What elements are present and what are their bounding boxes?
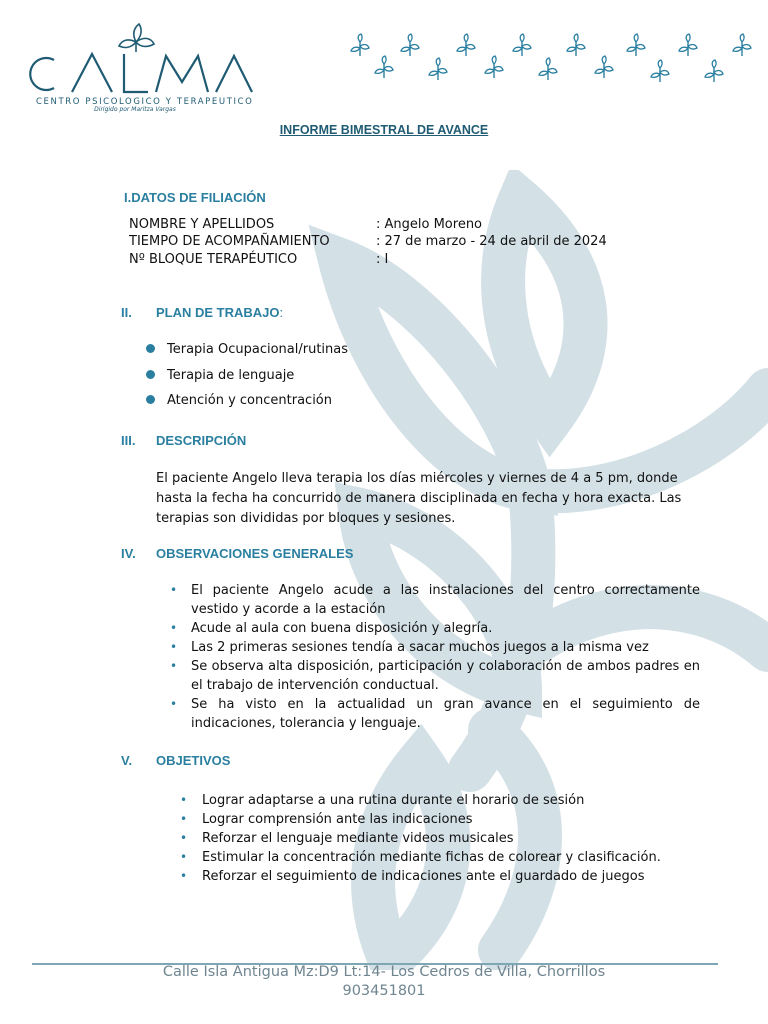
bullet-icon bbox=[146, 344, 155, 353]
list-item: • Las 2 primeras sesiones tendía a sacar muchos juegos a la misma vez bbox=[170, 638, 700, 657]
description-paragraph: El paciente Angelo lleva terapia los días miércoles y viernes de 4 a 5 pm, donde hasta la fecha ha concurrido de manera disciplinada en fecha y hora exacta. Las terapias son divididas por bloques y sesiones. bbox=[156, 471, 682, 526]
section-number-iv: IV. bbox=[121, 546, 136, 561]
section-number-ii: II. bbox=[121, 305, 132, 320]
list-item: • Reforzar el lenguaje mediante videos musicales bbox=[180, 829, 720, 848]
field-label-tiempo: TIEMPO DE ACOMPAÑAMIENTO bbox=[129, 234, 330, 249]
plan-item bbox=[146, 368, 294, 383]
logo-subtitle: CENTRO PSICOLOGICO Y TERAPEUTICO bbox=[36, 97, 254, 107]
section-number-v: V. bbox=[121, 753, 133, 768]
field-label-nombre: NOMBRE Y APELLIDOS bbox=[129, 217, 275, 232]
logo-wordmark bbox=[20, 48, 255, 100]
section-plan-heading bbox=[156, 305, 283, 320]
list-item: • El paciente Angelo acude a las instalaciones del centro correctamente vestido y acorde a la estación bbox=[170, 581, 700, 619]
section-plan-heading-text: PLAN DE TRABAJO bbox=[156, 305, 280, 320]
plan-item bbox=[146, 342, 348, 357]
plan-item-text: Terapia de lenguaje bbox=[167, 368, 295, 383]
section-descripcion-heading: DESCRIPCIÓN bbox=[156, 433, 247, 448]
report-title: INFORME BIMESTRAL DE AVANCE bbox=[279, 123, 489, 137]
section-objetivos-heading: OBJETIVOS bbox=[156, 753, 231, 768]
section-number-iii: III. bbox=[121, 433, 136, 448]
section-observaciones-heading: OBSERVACIONES GENERALES bbox=[156, 546, 354, 561]
observations-list bbox=[170, 581, 700, 733]
bullet-icon bbox=[146, 370, 155, 379]
plan-item-text: Atención y concentración bbox=[167, 393, 332, 408]
list-item: • Lograr adaptarse a una rutina durante el horario de sesión bbox=[180, 791, 720, 810]
plan-item bbox=[146, 393, 332, 408]
list-item: • Acude al aula con buena disposición y alegría. bbox=[170, 619, 700, 638]
list-item: • Reforzar el seguimiento de indicaciones ante el guardado de juegos bbox=[180, 867, 720, 886]
field-label-bloque: Nº BLOQUE TERAPÉUTICO bbox=[129, 252, 298, 267]
field-value-nombre: : Angelo Moreno bbox=[376, 217, 483, 232]
list-item: • Se observa alta disposición, participación y colaboración de ambos padres en el trabajo de intervención conductual. bbox=[170, 657, 700, 695]
leaf-sprigs-icon bbox=[344, 28, 764, 98]
section-filiacion-heading: I.DATOS DE FILIACIÓN bbox=[124, 190, 266, 205]
objectives-list bbox=[180, 791, 720, 886]
section-plan-colon: : bbox=[279, 305, 284, 320]
field-value-bloque: : I bbox=[376, 252, 389, 267]
list-item: • Estimular la concentración mediante fichas de colorear y clasificación. bbox=[180, 848, 720, 867]
plan-item-text: Terapia Ocupacional/rutinas bbox=[167, 342, 349, 357]
list-item: • Se ha visto en la actualidad un gran avance en el seguimiento de indicaciones, tolerancia y lenguaje. bbox=[170, 695, 700, 733]
bullet-icon bbox=[146, 395, 155, 404]
footer-address: Calle Isla Antigua Mz:D9 Lt:14- Los Cedros de Villa, Chorrillos bbox=[162, 964, 606, 980]
field-value-tiempo: : 27 de marzo - 24 de abril de 2024 bbox=[376, 234, 607, 249]
logo-tagline: Dirigido por Maritza Vargas bbox=[94, 106, 176, 113]
list-item: • Lograr comprensión ante las indicaciones bbox=[180, 810, 720, 829]
footer-phone: 903451801 bbox=[342, 983, 426, 999]
